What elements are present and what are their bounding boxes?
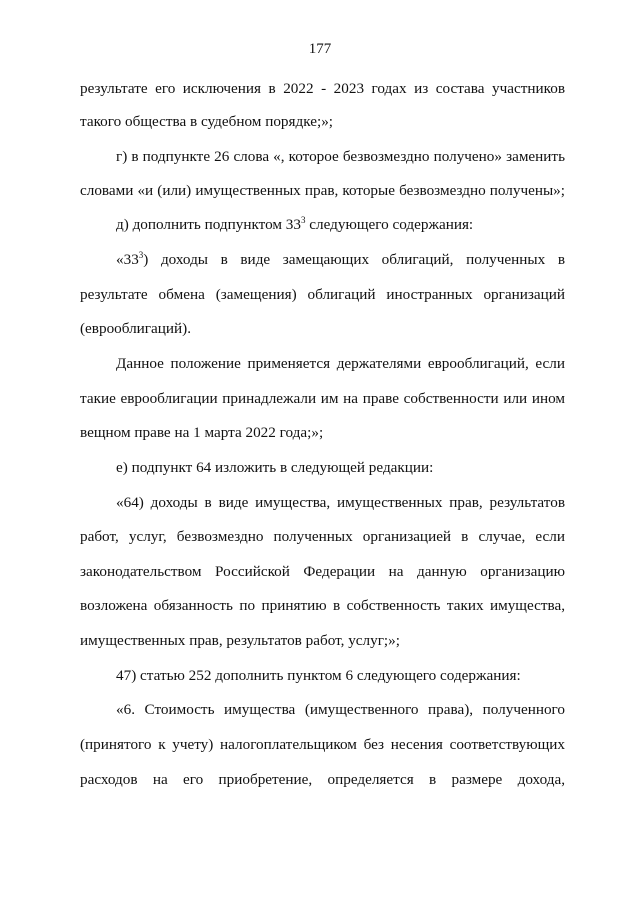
- text-line: г) в подпункте 26 слова «, которое безвозмездно получено» заменить: [116, 148, 565, 165]
- text-line: работ, услуг, безвозмездно полученных организацией в случае, если: [80, 528, 565, 545]
- text-segment: следующего содержания:: [305, 216, 474, 233]
- text-line: возложена обязанность по принятию в собственность таких имущества,: [80, 597, 565, 614]
- text-segment: д) дополнить подпунктом 33: [116, 216, 301, 233]
- text-segment: «33: [116, 251, 139, 268]
- text-line: такого общества в судебном порядке;»;: [80, 113, 334, 130]
- text-line: результате обмена (замещения) облигаций иностранных организаций: [80, 286, 565, 303]
- text-line: (еврооблигаций).: [80, 320, 192, 337]
- text-line: результате его исключения в 2022 - 2023 годах из состава участников: [80, 80, 565, 97]
- text-line: законодательством Российской Федерации на данную организацию: [80, 563, 565, 580]
- text-line: [116, 216, 565, 234]
- text-line: (принятого к учету) налогоплательщиком без несения соответствующих: [80, 736, 565, 753]
- text-line: имущественных прав, результатов работ, услуг;»;: [80, 632, 400, 649]
- superscript: 3: [138, 250, 144, 260]
- text-line: [116, 251, 565, 269]
- superscript: 3: [301, 215, 306, 225]
- text-line: вещном праве на 1 марта 2022 года;»;: [80, 424, 324, 441]
- text-line: «6. Стоимость имущества (имущественного права), полученного: [116, 701, 565, 718]
- text-line: расходов на его приобретение, определяется в размере дохода,: [80, 771, 565, 788]
- text-line: словами «и (или) имущественных прав, которые безвозмездно получены»;: [80, 182, 565, 199]
- text-line: е) подпункт 64 изложить в следующей редакции:: [116, 459, 434, 476]
- text-line: 47) статью 252 дополнить пунктом 6 следующего содержания:: [116, 667, 521, 684]
- text-segment: ) доходы в виде замещающих облигаций, полученных в: [143, 251, 565, 268]
- text-line: такие еврооблигации принадлежали им на праве собственности или ином: [80, 390, 565, 407]
- page-number: 177: [308, 41, 332, 57]
- text-line: «64) доходы в виде имущества, имущественных прав, результатов: [116, 494, 565, 511]
- text-line: Данное положение применяется держателями еврооблигаций, если: [116, 355, 565, 372]
